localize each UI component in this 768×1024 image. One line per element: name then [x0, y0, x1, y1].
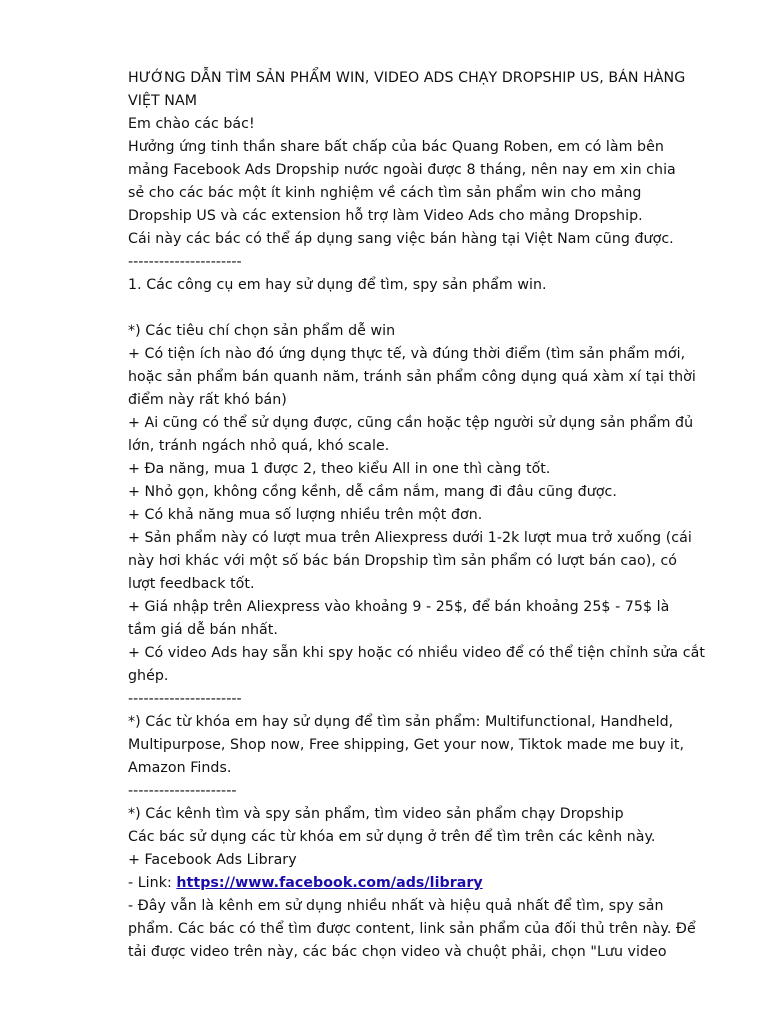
text-line: tầm giá dễ bán nhất.: [128, 622, 278, 638]
text-line: + Nhỏ gọn, không cồng kềnh, dễ cầm nắm, mang đi đâu cũng được.: [128, 484, 617, 500]
text-line: + Có video Ads hay sẵn khi spy hoặc có nhiều video để có thể tiện chỉnh sửa cắt: [128, 645, 705, 661]
text-line: hoặc sản phẩm bán quanh năm, tránh sản phẩm công dụng quá xàm xí tại thời: [128, 369, 696, 385]
facebook-ads-library-link[interactable]: https://www.facebook.com/ads/library: [176, 875, 483, 891]
text-line: Multipurpose, Shop now, Free shipping, Get your now, Tiktok made me buy it,: [128, 737, 685, 753]
text-line: phẩm. Các bác có thể tìm được content, link sản phẩm của đối thủ trên này. Để: [128, 921, 696, 937]
text-line: - Đây vẫn là kênh em sử dụng nhiều nhất và hiệu quả nhất để tìm, spy sản: [128, 898, 664, 914]
text-line: VIỆT NAM: [128, 93, 197, 109]
text-line: này hơi khác với một số bác bán Dropship tìm sản phẩm có lượt bán cao), có: [128, 553, 678, 569]
text-line: mảng Facebook Ads Dropship nước ngoài được 8 tháng, nên nay em xin chia: [128, 162, 676, 178]
text-line: sẻ cho các bác một ít kinh nghiệm về cách tìm sản phẩm win cho mảng: [128, 185, 642, 201]
document-page: [128, 67, 728, 964]
text-line: + Ai cũng có thể sử dụng được, cũng cần hoặc tệp người sử dụng sản phẩm đủ: [128, 415, 694, 431]
text-line: Em chào các bác!: [128, 116, 255, 132]
document-body-continued: [128, 895, 728, 964]
text-line: tải được video trên này, các bác chọn video và chuột phải, chọn "Lưu video: [128, 944, 667, 960]
text-line: lớn, tránh ngách nhỏ quá, khó scale.: [128, 438, 390, 454]
text-line: + Sản phẩm này có lượt mua trên Aliexpress dưới 1-2k lượt mua trở xuống (cái: [128, 530, 692, 546]
text-line: Các bác sử dụng các từ khóa em sử dụng ở trên để tìm trên các kênh này.: [128, 829, 656, 845]
text-line: lượt feedback tốt.: [128, 576, 255, 592]
text-line: Amazon Finds.: [128, 760, 232, 776]
text-line: *) Các kênh tìm và spy sản phẩm, tìm video sản phẩm chạy Dropship: [128, 806, 624, 822]
text-line: Hưởng ứng tinh thần share bất chấp của bác Quang Roben, em có làm bên: [128, 139, 664, 155]
text-line: ghép.: [128, 668, 169, 684]
text-line: + Giá nhập trên Aliexpress vào khoảng 9 - 25$, để bán khoảng 25$ - 75$ là: [128, 599, 670, 615]
text-line: Dropship US và các extension hỗ trợ làm Video Ads cho mảng Dropship.: [128, 208, 643, 224]
text-line: + Đa năng, mua 1 được 2, theo kiểu All in one thì càng tốt.: [128, 461, 551, 477]
separator-line: ---------------------: [128, 783, 237, 799]
document-body: [128, 67, 728, 872]
link-prefix: - Link:: [128, 875, 177, 891]
text-line: Cái này các bác có thể áp dụng sang việc bán hàng tại Việt Nam cũng được.: [128, 231, 674, 247]
text-line: *) Các từ khóa em hay sử dụng để tìm sản phẩm: Multifunctional, Handheld,: [128, 714, 674, 730]
separator-line: ----------------------: [128, 254, 242, 270]
blank-line: [128, 297, 728, 320]
text-line: *) Các tiêu chí chọn sản phẩm dễ win: [128, 323, 396, 339]
text-line: HƯỚNG DẪN TÌM SẢN PHẨM WIN, VIDEO ADS CHẠY DROPSHIP US, BÁN HÀNG: [128, 70, 686, 86]
separator-line: ----------------------: [128, 691, 242, 707]
text-line: điểm này rất khó bán): [128, 392, 287, 408]
text-line: + Có tiện ích nào đó ứng dụng thực tế, và đúng thời điểm (tìm sản phẩm mới,: [128, 346, 686, 362]
text-line: + Facebook Ads Library: [128, 852, 297, 868]
text-line: + Có khả năng mua số lượng nhiều trên một đơn.: [128, 507, 483, 523]
link-line: [128, 872, 728, 895]
text-line: 1. Các công cụ em hay sử dụng để tìm, spy sản phẩm win.: [128, 277, 547, 293]
